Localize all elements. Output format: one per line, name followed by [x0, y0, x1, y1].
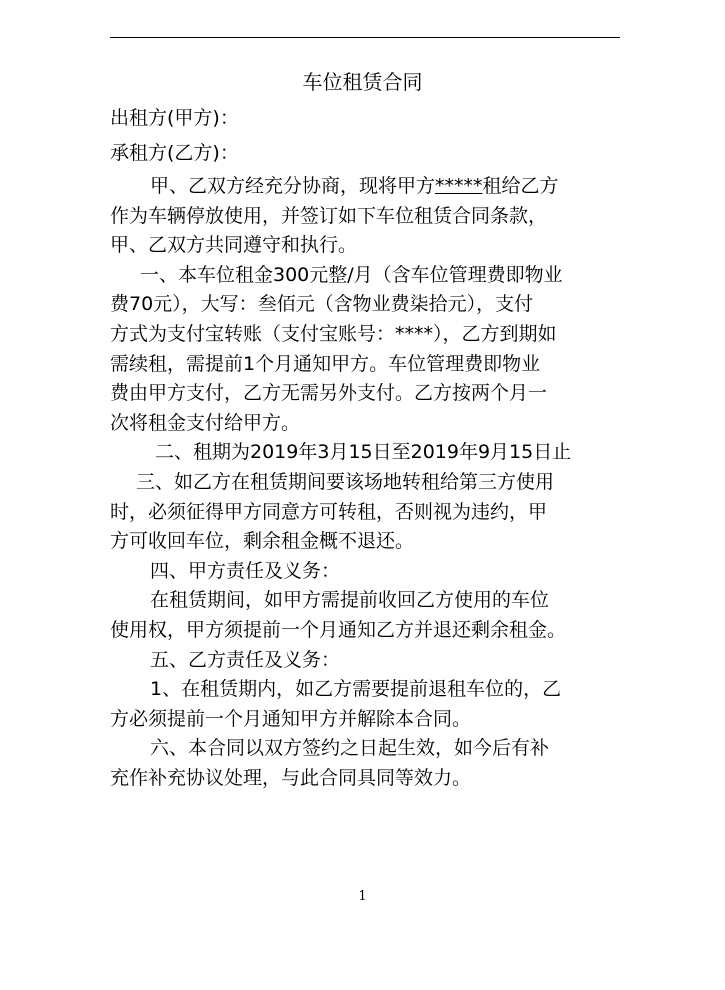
masked-name: ***** [435, 175, 483, 197]
body-line: 使用权，甲方须提前一个月通知乙方并退还剩余租金。 [110, 619, 567, 641]
page-number: 1 [358, 889, 367, 904]
body-line: 甲、乙双方共同遵守和执行。 [110, 234, 358, 256]
clause-4-heading: 四、甲方责任及义务： [150, 560, 341, 582]
body-line: 作为车辆停放使用，并签订如下车位租赁合同条款， [110, 205, 548, 227]
lessee-label: 承租方(乙方)： [110, 142, 239, 164]
header-rule [110, 37, 620, 38]
body-line: 方必须提前一个月通知甲方并解除本合同。 [110, 708, 472, 730]
body-line: 时，必须征得甲方同意方可转租，否则视为违约，甲 [110, 501, 548, 523]
body-text: 租给乙方 [482, 175, 559, 197]
clause-5-heading: 五、乙方责任及义务： [150, 649, 341, 671]
clause-2-line: 二、租期为2019年3月15日至2019年9月15日止 [155, 441, 572, 463]
body-text: 甲、乙双方经充分协商，现将甲方 [150, 175, 436, 197]
lessor-label: 出租方(甲方)： [110, 107, 239, 129]
clause-6-line: 六、本合同以双方签约之日起生效，如今后有补 [150, 737, 550, 759]
document-title: 车位租赁合同 [302, 70, 423, 94]
clause-3-line: 三、如乙方在租赁期间要该场地转租给第三方使用 [136, 471, 555, 493]
body-line: 方式为支付宝转账（支付宝账号：****），乙方到期如 [110, 323, 557, 345]
body-line: 需续租，需提前1个月通知甲方。车位管理费即物业 [110, 353, 541, 375]
body-line: 费由甲方支付，乙方无需另外支付。乙方按两个月一 [110, 382, 548, 404]
body-line: 充作补充协议处理，与此合同具同等效力。 [110, 767, 472, 789]
body-line: 方可收回车位，剩余租金概不退还。 [110, 530, 415, 552]
body-line: 1、在租赁期内，如乙方需要提前退租车位的，乙 [150, 678, 562, 700]
clause-1-line: 一、本车位租金300元整/月（含车位管理费即物业 [140, 264, 563, 286]
body-line: 次将租金支付给甲方。 [110, 412, 301, 434]
body-line [150, 171, 559, 201]
body-line: 费70元），大写：叁佰元（含物业费柒拾元），支付 [110, 293, 534, 315]
body-line: 在租赁期间，如甲方需提前收回乙方使用的车位 [150, 589, 550, 611]
